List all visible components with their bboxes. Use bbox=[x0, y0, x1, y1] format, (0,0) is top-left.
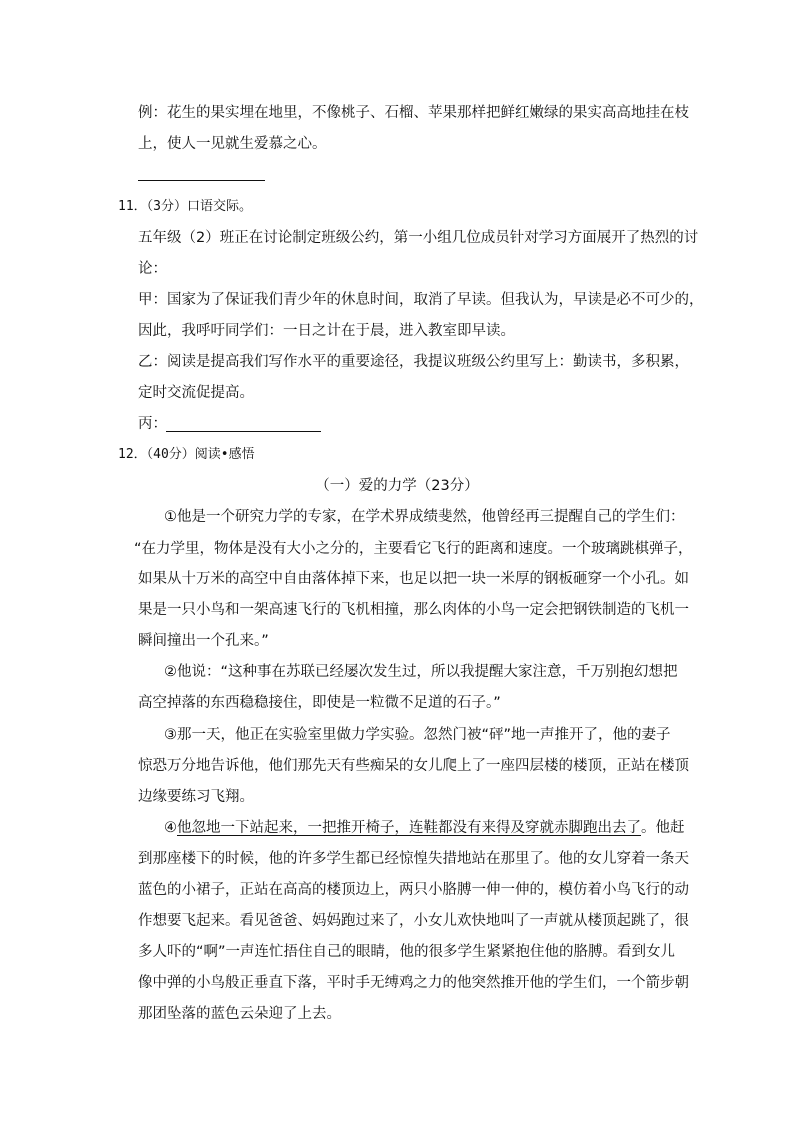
q12-p4-line2: 到那座楼下的时候，他的许多学生都已经惊惶失措地站在那里了。他的女儿穿着一条天 bbox=[138, 851, 689, 867]
q11-jia-line1: 甲：国家为了保证我们青少年的休息时间，取消了早读。但我认为，早读是必不可少的， bbox=[138, 292, 704, 308]
q12-p4-line1-rest: 。他赶 bbox=[641, 820, 685, 836]
q12-p4-line3: 蓝色的小裙子，正站在高高的楼顶边上，两只小胳膊一伸一伸的，模仿着小鸟飞行的动 bbox=[138, 882, 689, 898]
q12-p4-underlined-sentence: 他忽地一下站起来，一把推开椅子，连鞋都没有来得及穿就赤脚跑出去了 bbox=[177, 820, 641, 836]
q12-p1-line4: 果是一只小鸟和一架高速飞行的飞机相撞，那么肉体的小鸟一定会把钢铁制造的飞机一 bbox=[138, 602, 689, 618]
q11-header: 11．（3分）口语交际。 bbox=[118, 199, 252, 214]
q11-bing-answer-blank[interactable] bbox=[166, 431, 321, 432]
q12-p2-line2: 高空掉落的东西稳稳接住，即使是一粒微不足道的石子。” bbox=[138, 695, 501, 711]
q12-p4-line1 bbox=[164, 818, 685, 838]
q11-intro-line2: 论： bbox=[138, 261, 167, 277]
q12-p4-line5: 多人吓的“啊”一声连忙捂住自己的眼睛，他的很多学生紧紧抱住他的胳膊。看到女儿 bbox=[138, 944, 676, 960]
q12-p1-line1: ①他是一个研究力学的专家，在学术界成绩斐然，他曾经再三提醒自己的学生们： bbox=[164, 509, 685, 525]
q11-yi-line1: 乙：阅读是提高我们写作水平的重要途径，我提议班级公约里写上：勤读书，多积累， bbox=[138, 354, 689, 370]
q12-p4-line7: 那团坠落的蓝色云朵迎了上去。 bbox=[138, 1006, 341, 1022]
q11-bing-label: 丙： bbox=[138, 416, 167, 432]
q12-p2-line1: ②他说：“这种事在苏联已经屡次发生过，所以我提醒大家注意，千万别抱幻想把 bbox=[164, 664, 678, 680]
q12-p3-line2: 惊恐万分地告诉他，他们那先天有些痴呆的女儿爬上了一座四层楼的楼顶，正站在楼顶 bbox=[138, 758, 689, 774]
q10-answer-blank[interactable] bbox=[138, 180, 265, 181]
q11-intro-line1: 五年级（2）班正在讨论制定班级公约，第一小组几位成员针对学习方面展开了热烈的讨 bbox=[138, 230, 699, 246]
q12-p4-number: ④ bbox=[164, 820, 177, 836]
q10-example-line2: 上，使人一见就生爱慕之心。 bbox=[138, 136, 327, 152]
q12-p4-line4: 作想要飞起来。看见爸爸、妈妈跑过来了，小女儿欢快地叫了一声就从楼顶起跳了，很 bbox=[138, 913, 689, 929]
q12-p1-line5: 瞬间撞出一个孔来。” bbox=[138, 633, 269, 649]
q11-yi-line2: 定时交流促提高。 bbox=[138, 385, 254, 401]
q12-header: 12．（40分）阅读•感悟 bbox=[118, 447, 255, 462]
q12-p1-line3: 如果从十万米的高空中自由落体掉下来，也足以把一块一米厚的钢板砸穿一个小孔。如 bbox=[138, 571, 689, 587]
q12-p4-line6: 像中弹的小鸟般正垂直下落，平时手无缚鸡之力的他突然推开他的学生们，一个箭步朝 bbox=[138, 975, 689, 991]
q12-p3-line1: ③那一天，他正在实验室里做力学实验。忽然门被“砰”地一声推开了，他的妻子 bbox=[164, 727, 671, 743]
q10-example-line1: 例：花生的果实埋在地里，不像桃子、石榴、苹果那样把鲜红嫩绿的果实高高地挂在枝 bbox=[138, 105, 689, 121]
q12-section-title: （一）爱的力学（23分） bbox=[315, 478, 479, 494]
q12-p3-line3: 边缘要练习飞翔。 bbox=[138, 789, 254, 805]
q11-jia-line2: 因此，我呼吁同学们：一日之计在于晨，进入教室即早读。 bbox=[138, 323, 515, 339]
q12-p1-line2: “在力学里，物体是没有大小之分的，主要看它飞行的距离和速度。一个玻璃跳棋弹子， bbox=[134, 541, 693, 557]
